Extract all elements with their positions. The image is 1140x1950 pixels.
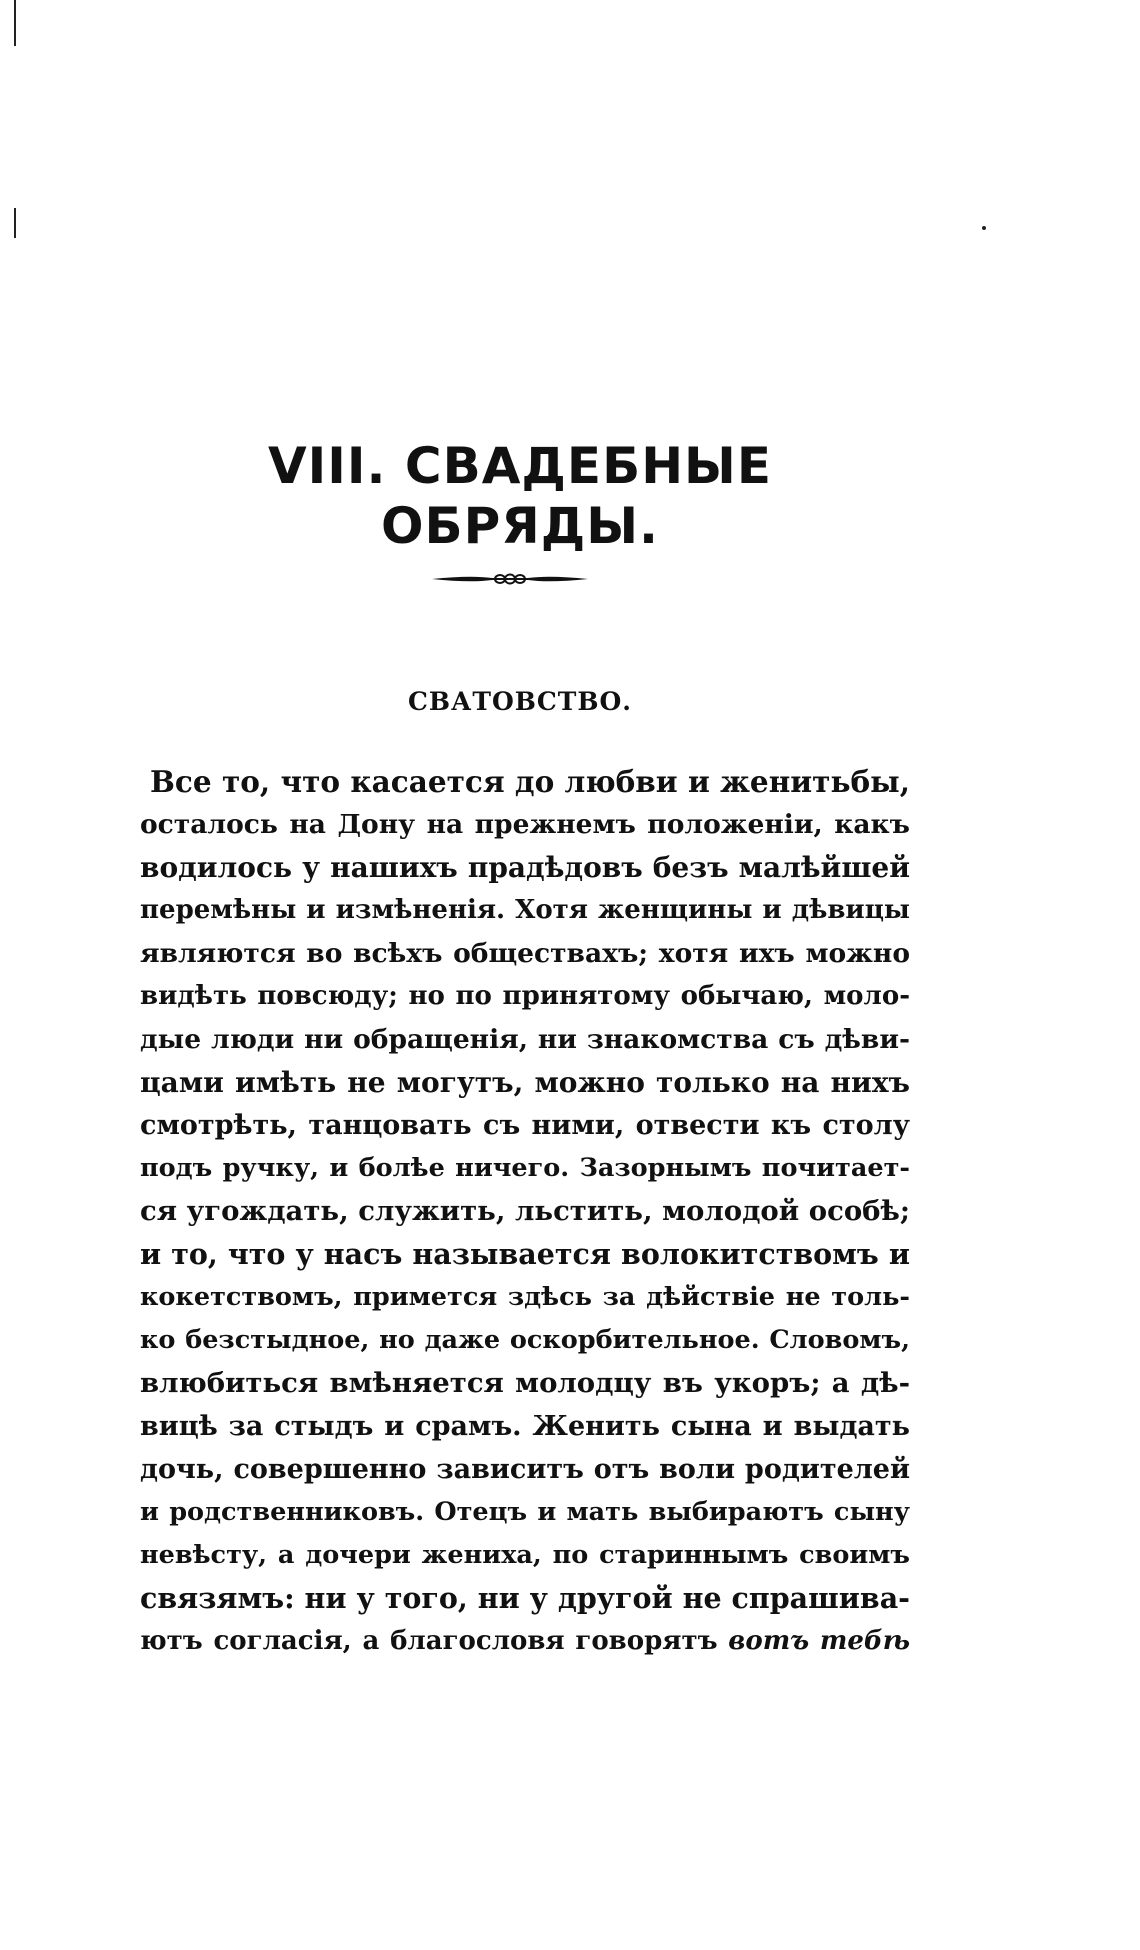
- text-line: дочь, совершенно зависитъ отъ воли родителей: [140, 1454, 910, 1485]
- text-line: ко безстыдное, но даже оскорбительное. Словомъ,: [140, 1325, 910, 1355]
- text-line: осталось на Дону на прежнемъ положеніи, какъ: [140, 809, 910, 840]
- text-line: перемѣны и измѣненія. Хотя женщины и дѣвицы: [140, 895, 910, 925]
- text-line: влюбиться вмѣняется молодцу въ укоръ; а дѣ-: [140, 1367, 910, 1399]
- text-line: смотрѣть, танцовать съ ними, отвести къ столу: [140, 1110, 910, 1141]
- text-line: и родственниковъ. Отецъ и мать выбираютъ сыну: [140, 1497, 910, 1527]
- text-line: ся угождать, служить, льстить, молодой особѣ;: [140, 1195, 910, 1227]
- ornament-divider: [430, 566, 590, 592]
- text-line: и то, что у насъ называется волокитствомъ и: [140, 1237, 910, 1271]
- body-text: [140, 760, 910, 1663]
- text-line: видѣть повсюду; но по принятому обычаю, моло-: [140, 981, 910, 1011]
- text-line: кокетствомъ, примется здѣсь за дѣйствіе не толь-: [140, 1282, 910, 1312]
- scan-mark: [14, 0, 16, 46]
- text-line: цами имѣть не могутъ, можно только на нихъ: [140, 1066, 910, 1099]
- text-line: водилось у нашихъ прадѣдовъ безъ малѣйшей: [140, 851, 910, 884]
- text-line: являются во всѣхъ обществахъ; хотя ихъ можно: [140, 938, 910, 969]
- text-line: вицѣ за стыдъ и срамъ. Женить сына и выдать: [140, 1411, 910, 1442]
- text-line: связямъ: ни у того, ни у другой не спрашива-: [140, 1581, 910, 1615]
- text-line-last: [140, 1620, 910, 1663]
- last-line-italic: вотъ тебѣ: [728, 1626, 911, 1656]
- scan-mark: [982, 226, 986, 230]
- last-line-text: ютъ согласія, а благословя говорятъ: [140, 1626, 718, 1656]
- scan-mark: [14, 208, 16, 238]
- chapter-title: VIII. СВАДЕБНЫЕ ОБРЯДЫ.: [267, 437, 772, 555]
- text-line: подъ ручку, и болѣе ничего. Зазорнымъ почитает-: [140, 1153, 910, 1183]
- text-line: невѣсту, а дочери жениха, по стариннымъ своимъ: [140, 1540, 910, 1570]
- text-line: дые люди ни обращенія, ни знакомства съ дѣви-: [140, 1024, 910, 1055]
- text-line: Все то, что касается до любви и женитьбы,: [150, 764, 910, 799]
- section-title: СВАТОВСТВО.: [407, 687, 632, 716]
